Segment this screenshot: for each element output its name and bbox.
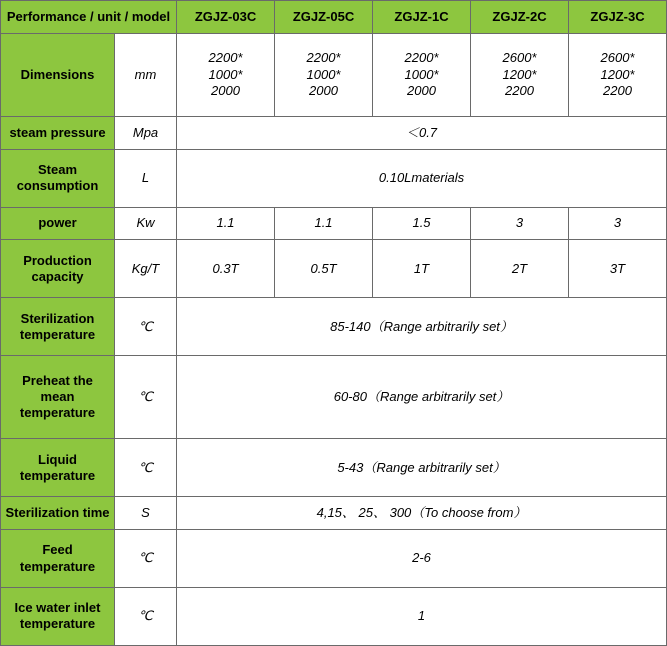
table-header-row xyxy=(1,1,667,34)
dimension-line: 2200* xyxy=(208,50,243,66)
row-unit-feed-temperature: ℃ xyxy=(115,530,177,588)
dimension-line: 2000 xyxy=(309,82,338,98)
cell-preheat-mean-temperature-value: 60-80（Range arbitrarily set） xyxy=(177,356,667,439)
cell-feed-temperature-value: 2-6 xyxy=(177,530,667,588)
row-label-power: power xyxy=(1,207,115,240)
cell-sterilization-temperature-value: 85-140（Range arbitrarily set） xyxy=(177,298,667,356)
row-unit-sterilization-temperature: ℃ xyxy=(115,298,177,356)
cell-production-capacity-model-3: 1T xyxy=(373,240,471,298)
table-row xyxy=(1,356,667,439)
table-row xyxy=(1,149,667,207)
row-label-ice-water-inlet-temperature: Ice water inlet temperature xyxy=(1,587,115,645)
table-row xyxy=(1,530,667,588)
dimension-line: 1200* xyxy=(502,66,537,82)
row-label-preheat-mean-temperature: Preheat the mean temperature xyxy=(1,356,115,439)
dimension-line: 2000 xyxy=(407,82,436,98)
dimension-line: 2600* xyxy=(600,50,635,66)
header-model-5: ZGJZ-3C xyxy=(569,1,667,34)
table-row xyxy=(1,116,667,149)
cell-steam-consumption-value: 0.10Lmaterials xyxy=(177,149,667,207)
row-label-sterilization-temperature: Sterilization temperature xyxy=(1,298,115,356)
header-performance-unit-model: Performance / unit / model xyxy=(1,1,177,34)
cell-dimensions-model-1 xyxy=(177,33,275,116)
row-unit-steam-consumption: L xyxy=(115,149,177,207)
dimension-line: 1000* xyxy=(404,66,439,82)
row-label-liquid-temperature: Liquid temperature xyxy=(1,439,115,497)
table-row xyxy=(1,298,667,356)
row-unit-power: Kw xyxy=(115,207,177,240)
row-unit-sterilization-time: S xyxy=(115,497,177,530)
cell-sterilization-time-value: 4,15、 25、 300（To choose from） xyxy=(177,497,667,530)
cell-power-model-3: 1.5 xyxy=(373,207,471,240)
cell-dimensions-model-2 xyxy=(275,33,373,116)
header-model-3: ZGJZ-1C xyxy=(373,1,471,34)
table-row xyxy=(1,240,667,298)
cell-production-capacity-model-5: 3T xyxy=(569,240,667,298)
dimension-line: 2200 xyxy=(603,82,632,98)
cell-power-model-5: 3 xyxy=(569,207,667,240)
row-unit-steam-pressure: Mpa xyxy=(115,116,177,149)
dimension-line: 1000* xyxy=(208,66,243,82)
table-row xyxy=(1,207,667,240)
dimension-line: 1200* xyxy=(600,66,635,82)
dimension-line: 2200* xyxy=(306,50,341,66)
row-label-steam-consumption: Steam consumption xyxy=(1,149,115,207)
cell-production-capacity-model-4: 2T xyxy=(471,240,569,298)
row-label-production-capacity: Production capacity xyxy=(1,240,115,298)
cell-dimensions-model-3 xyxy=(373,33,471,116)
dimension-line: 2600* xyxy=(502,50,537,66)
header-model-1: ZGJZ-03C xyxy=(177,1,275,34)
table-row xyxy=(1,33,667,116)
row-label-sterilization-time: Sterilization time xyxy=(1,497,115,530)
cell-power-model-4: 3 xyxy=(471,207,569,240)
cell-production-capacity-model-1: 0.3T xyxy=(177,240,275,298)
table-row xyxy=(1,587,667,645)
dimension-line: 2000 xyxy=(211,82,240,98)
cell-dimensions-model-4 xyxy=(471,33,569,116)
dimension-line: 2200* xyxy=(404,50,439,66)
header-model-2: ZGJZ-05C xyxy=(275,1,373,34)
row-unit-dimensions: mm xyxy=(115,33,177,116)
row-label-steam-pressure: steam pressure xyxy=(1,116,115,149)
cell-liquid-temperature-value: 5-43（Range arbitrarily set） xyxy=(177,439,667,497)
table-row xyxy=(1,439,667,497)
dimension-line: 2200 xyxy=(505,82,534,98)
row-unit-production-capacity: Kg/T xyxy=(115,240,177,298)
cell-power-model-2: 1.1 xyxy=(275,207,373,240)
row-label-dimensions: Dimensions xyxy=(1,33,115,116)
cell-ice-water-inlet-temperature-value: 1 xyxy=(177,587,667,645)
row-unit-preheat-mean-temperature: ℃ xyxy=(115,356,177,439)
cell-power-model-1: 1.1 xyxy=(177,207,275,240)
dimension-line: 1000* xyxy=(306,66,341,82)
row-label-feed-temperature: Feed temperature xyxy=(1,530,115,588)
header-model-4: ZGJZ-2C xyxy=(471,1,569,34)
cell-dimensions-model-5 xyxy=(569,33,667,116)
cell-steam-pressure-value: ＜0.7 xyxy=(177,116,667,149)
row-unit-liquid-temperature: ℃ xyxy=(115,439,177,497)
cell-production-capacity-model-2: 0.5T xyxy=(275,240,373,298)
row-unit-ice-water-inlet-temperature: ℃ xyxy=(115,587,177,645)
table-row xyxy=(1,497,667,530)
